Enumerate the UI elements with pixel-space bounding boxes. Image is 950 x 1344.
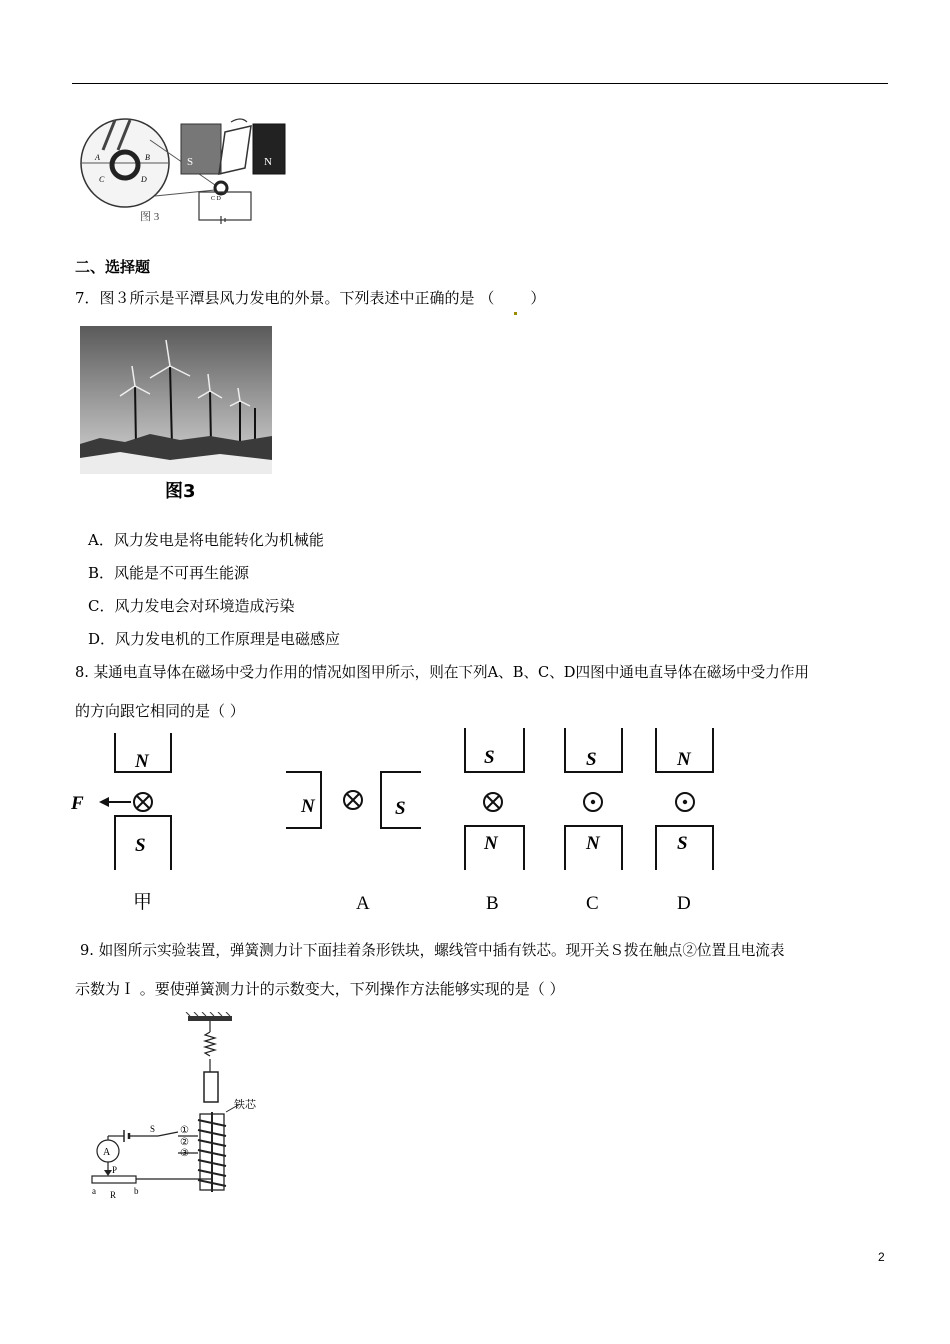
- svg-text:B: B: [145, 153, 150, 162]
- q8-label-a: A: [356, 893, 370, 914]
- q9-contact-2: ②: [180, 1137, 189, 1148]
- svg-text:C: C: [99, 175, 105, 184]
- generator-figure: [75, 110, 300, 228]
- q9-end-b: b: [134, 1186, 139, 1196]
- q8-label-d: D: [677, 893, 691, 914]
- svg-text:N: N: [586, 833, 600, 854]
- q7-option-a: A．风力发电是将电能转化为机械能: [88, 531, 324, 549]
- q7-stem: 7．图３所示是平潭县风力发电的外景。下列表述中正确的是 （ ）: [75, 288, 545, 308]
- q9-core-label: 铁芯: [234, 1099, 256, 1111]
- svg-text:S: S: [484, 747, 495, 768]
- q9-stem-line1: 9. 如图所示实验装置，弹簧测力计下面挂着条形铁块，螺线管中插有铁芯。现开关Ｓ拨在触点②位置且电流表: [80, 942, 785, 959]
- q9-circuit-figure: [88, 1012, 273, 1202]
- q9-contact-3: ③: [180, 1148, 189, 1159]
- svg-text:S: S: [187, 156, 194, 168]
- wind-farm-photo: [80, 326, 272, 474]
- q7-option-b: B．风能是不可再生能源: [88, 564, 250, 582]
- svg-text:N: N: [484, 833, 498, 854]
- q7-figure-caption: 图3: [165, 481, 196, 502]
- q9-slider-label: P: [112, 1165, 118, 1175]
- q9-contact-1: ①: [180, 1125, 189, 1136]
- svg-text:D: D: [141, 175, 147, 184]
- q9-end-a: a: [92, 1186, 96, 1196]
- svg-text:N: N: [301, 796, 315, 817]
- svg-text:N: N: [135, 751, 149, 772]
- q8-diagrams: [65, 728, 730, 918]
- q9-resistor-label: R: [110, 1190, 117, 1200]
- fig-top-label: 图 3: [140, 211, 160, 223]
- q7-option-c: C．风力发电会对环境造成污染: [88, 597, 295, 615]
- svg-text:S: S: [677, 833, 688, 854]
- section-title: 二、选择题: [75, 258, 151, 276]
- q8-stem-line2: 的方向跟它相同的是（ ）: [75, 702, 245, 720]
- svg-text:S: S: [395, 798, 406, 819]
- q9-ammeter-label: A: [103, 1147, 111, 1158]
- svg-text:N: N: [264, 156, 272, 168]
- svg-text:S: S: [586, 749, 597, 770]
- svg-text:A: A: [95, 153, 100, 162]
- q7-option-d: D．风力发电机的工作原理是电磁感应: [88, 630, 341, 648]
- q9-switch-label: S: [150, 1124, 156, 1134]
- svg-text:C D: C D: [211, 196, 221, 202]
- page-number: 2: [878, 1250, 885, 1264]
- svg-text:N: N: [677, 749, 691, 770]
- q8-label-jia: 甲: [133, 892, 153, 913]
- svg-text:S: S: [135, 835, 146, 856]
- q8-stem-line1: 8. 某通电直导体在磁场中受力作用的情况如图甲所示，则在下列A、B、C、D四图中通电直导体在磁场中受力作用: [75, 664, 810, 681]
- q9-stem-line2: 示数为Ｉ 。要使弹簧测力计的示数变大，下列操作方法能够实现的是（ ）: [75, 980, 565, 998]
- header-rule: [72, 83, 888, 84]
- q8-label-b: B: [486, 893, 499, 914]
- q8-force-label: F: [71, 793, 84, 814]
- q8-label-c: C: [586, 893, 599, 914]
